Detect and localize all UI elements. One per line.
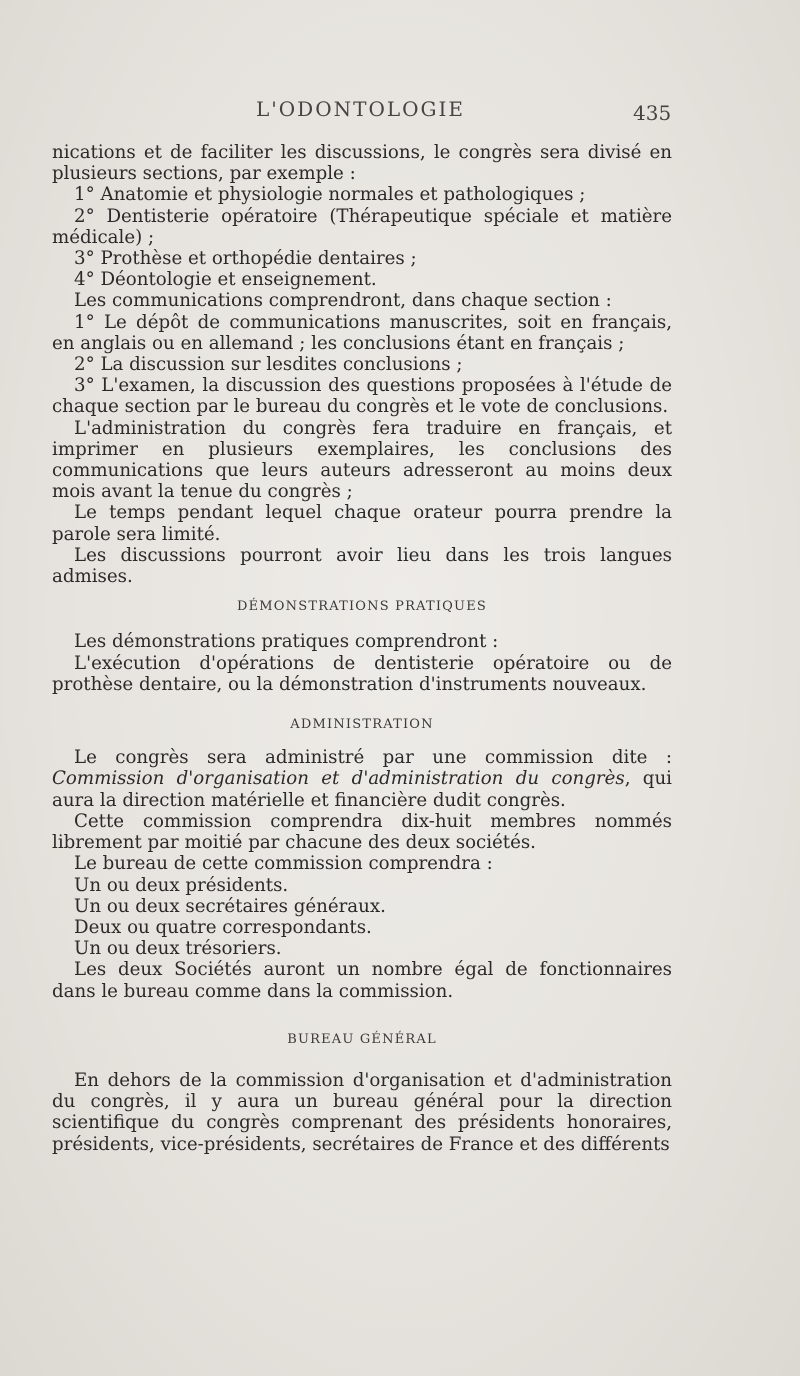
list-item: 2° Dentisterie opératoire (Thérapeutique spéciale et matière médicale) ; xyxy=(52,205,672,248)
paragraph: Les deux Sociétés auront un nombre égal de fonctionnaires dans le bureau comme dans la commission. xyxy=(52,959,672,1002)
paragraph: Le temps pendant lequel chaque orateur pourra prendre la parole sera limité. xyxy=(52,502,672,545)
list-item: Deux ou quatre correspondants. xyxy=(74,916,372,938)
text-span: Le congrès sera administré par une commission dite : xyxy=(74,747,672,769)
list-item: Un ou deux trésoriers. xyxy=(74,938,282,960)
section-heading-demonstrations: DÉMONSTRATIONS PRATIQUES xyxy=(236,599,487,615)
section-heading-administration: ADMINISTRATION xyxy=(290,717,434,733)
paragraph: Les démonstrations pratiques comprendront : xyxy=(74,631,499,653)
list-item: 4° Déontologie et enseignement. xyxy=(74,269,377,291)
paragraph xyxy=(52,747,672,811)
page-body xyxy=(52,142,672,1155)
running-title: L'ODONTOLOGIE xyxy=(256,97,465,121)
paragraph: En dehors de la commission d'organisation et d'administration du congrès, il y aura un bureau général pour la direction scientifique du congrès comprenant des présidents honoraires, présidents, vice-présidents, secrétaires de France et des différents xyxy=(52,1069,672,1155)
paragraph: L'administration du congrès fera traduire en français, et imprimer en plusieurs exemplaires, les conclusions des communications que leurs auteurs adresseront au moins deux mois avant la tenue du congrès ; xyxy=(52,417,672,503)
running-header xyxy=(0,97,800,127)
italic-title: Commission d'organisation et d'administration du congrès xyxy=(52,768,625,790)
list-item: 3° Prothèse et orthopédie dentaires ; xyxy=(74,248,417,270)
paragraph: L'exécution d'opérations de dentisterie opératoire ou de prothèse dentaire, ou la démonstration d'instruments nouveaux. xyxy=(52,652,672,695)
page-number: 435 xyxy=(633,101,672,125)
paragraph: nications et de faciliter les discussions, le congrès sera divisé en plusieurs sections, par exemple : xyxy=(52,142,672,185)
list-item: Un ou deux présidents. xyxy=(74,874,289,896)
paragraph: Cette commission comprendra dix-huit membres nommés librement par moitié par chacune des deux sociétés. xyxy=(52,810,672,854)
text-span: , qui aura la direction matérielle et financière dudit congrès. xyxy=(52,768,672,811)
paragraph: Le bureau de cette commission comprendra : xyxy=(74,853,493,875)
list-item: 2° La discussion sur lesdites conclusions ; xyxy=(74,354,463,376)
list-item: 1° Le dépôt de communications manuscrites, soit en français, en anglais ou en allemand ; les conclusions étant en français ; xyxy=(52,311,672,354)
list-item: 3° L'examen, la discussion des questions proposées à l'étude de chaque section par le bureau du congrès et le vote de conclusions. xyxy=(52,375,672,418)
list-item: Un ou deux secrétaires généraux. xyxy=(74,895,386,917)
paragraph: Les communications comprendront, dans chaque section : xyxy=(74,290,612,312)
paragraph: Les discussions pourront avoir lieu dans les trois langues admises. xyxy=(52,544,672,588)
list-item: 1° Anatomie et physiologie normales et pathologiques ; xyxy=(74,184,586,206)
section-heading-bureau: BUREAU GÉNÉRAL xyxy=(287,1031,437,1047)
